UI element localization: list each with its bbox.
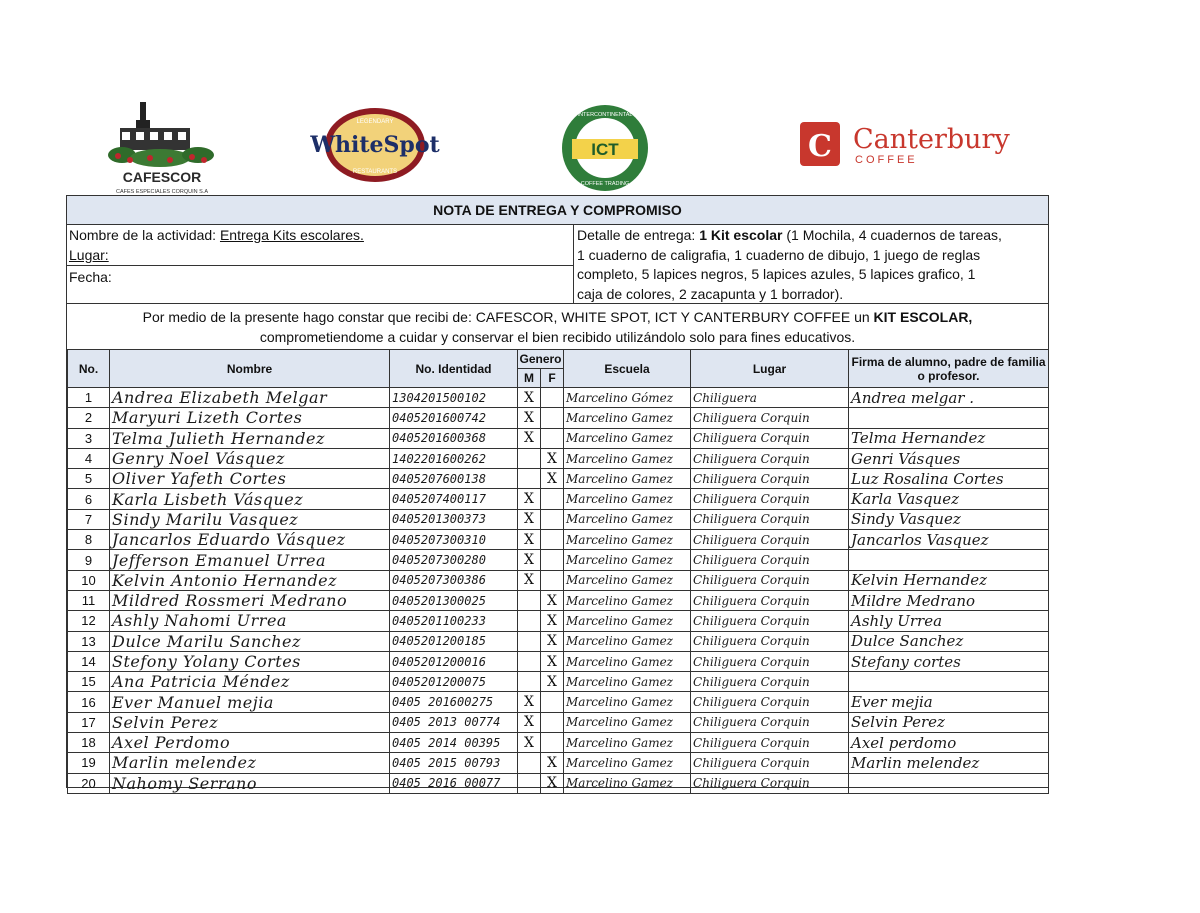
cell-f: X xyxy=(541,651,564,671)
table-row xyxy=(68,428,1049,448)
cell-f xyxy=(541,733,564,753)
cell-id: 0405 201600275 xyxy=(390,692,518,712)
detail-line-4: caja de colores, 2 zacapunta y 1 borrador). xyxy=(577,285,844,302)
cell-m: X xyxy=(518,692,541,712)
table-row xyxy=(68,509,1049,529)
cell-id: 0405201300373 xyxy=(390,509,518,529)
cell-nombre: Ana Patricia Méndez xyxy=(110,672,390,692)
cell-m xyxy=(518,469,541,489)
cell-nombre: Jefferson Emanuel Urrea xyxy=(110,550,390,570)
cell-firma: Andrea melgar . xyxy=(849,388,1049,408)
cell-firma xyxy=(849,408,1049,428)
ict-logo xyxy=(558,103,653,193)
cell-m xyxy=(518,773,541,793)
cell-f: X xyxy=(541,773,564,793)
activity-row xyxy=(69,225,364,245)
cell-m: X xyxy=(518,489,541,509)
cell-nombre: Jancarlos Eduardo Vásquez xyxy=(110,530,390,550)
cell-m: X xyxy=(518,530,541,550)
header-lugar: Lugar xyxy=(691,350,849,388)
cell-no: 12 xyxy=(68,611,110,631)
cell-lugar: Chiliguera Corquin xyxy=(691,672,849,692)
cell-nombre: Ashly Nahomi Urrea xyxy=(110,611,390,631)
ict-bottom-text: COFFEE TRADING xyxy=(580,181,630,187)
cell-firma: Kelvin Hernandez xyxy=(849,570,1049,590)
table-row xyxy=(68,388,1049,408)
detail-line-3: completo, 5 lapices negros, 5 lapices azules, 5 lapices grafico, 1 xyxy=(577,266,976,282)
header-m: M xyxy=(518,369,541,388)
header-nombre: Nombre xyxy=(110,350,390,388)
cell-m xyxy=(518,631,541,651)
detail-line-1: (1 Mochila, 4 cuadernos de tareas, xyxy=(786,227,1002,243)
cell-f xyxy=(541,550,564,570)
cell-m xyxy=(518,611,541,631)
cell-firma: Jancarlos Vasquez xyxy=(849,530,1049,550)
header-genero: Genero xyxy=(518,350,564,369)
table-row xyxy=(68,651,1049,671)
cell-firma: Stefany cortes xyxy=(849,651,1049,671)
table-row xyxy=(68,631,1049,651)
cell-firma: Marlin melendez xyxy=(849,753,1049,773)
cell-nombre: Dulce Marilu Sanchez xyxy=(110,631,390,651)
cell-firma: Ashly Urrea xyxy=(849,611,1049,631)
cell-escuela: Marcelino Gamez xyxy=(564,530,691,550)
cell-escuela: Marcelino Gamez xyxy=(564,631,691,651)
svg-text:C: C xyxy=(808,129,832,164)
cafescor-name: CAFESCOR xyxy=(122,169,202,185)
cell-firma xyxy=(849,672,1049,692)
cell-escuela: Marcelino Gamez xyxy=(564,651,691,671)
cell-escuela: Marcelino Gamez xyxy=(564,570,691,590)
table-row xyxy=(68,489,1049,509)
cell-f: X xyxy=(541,448,564,468)
cell-nombre: Kelvin Antonio Hernandez xyxy=(110,570,390,590)
cell-firma xyxy=(849,773,1049,793)
cell-id: 0405 2016 00077 xyxy=(390,773,518,793)
cell-id: 0405201300025 xyxy=(390,590,518,610)
cell-f: X xyxy=(541,590,564,610)
cell-no: 11 xyxy=(68,590,110,610)
table-row xyxy=(68,408,1049,428)
cell-lugar: Chiliguera Corquin xyxy=(691,753,849,773)
cell-no: 4 xyxy=(68,448,110,468)
table-row xyxy=(68,733,1049,753)
declaration-bold: KIT ESCOLAR, xyxy=(873,309,973,325)
cell-f: X xyxy=(541,611,564,631)
cell-m: X xyxy=(518,428,541,448)
cell-no: 7 xyxy=(68,509,110,529)
cell-escuela: Marcelino Gamez xyxy=(564,469,691,489)
cell-no: 16 xyxy=(68,692,110,712)
cell-no: 15 xyxy=(68,672,110,692)
cell-m xyxy=(518,672,541,692)
cell-lugar: Chiliguera Corquin xyxy=(691,651,849,671)
delivery-form xyxy=(66,195,1049,793)
cell-nombre: Andrea Elizabeth Melgar xyxy=(110,388,390,408)
cell-id: 1402201600262 xyxy=(390,448,518,468)
cell-id: 0405207300280 xyxy=(390,550,518,570)
cell-id: 0405207300310 xyxy=(390,530,518,550)
cell-lugar: Chiliguera Corquin xyxy=(691,570,849,590)
cell-nombre: Nahomy Serrano xyxy=(110,773,390,793)
cell-firma: Karla Vasquez xyxy=(849,489,1049,509)
cell-m: X xyxy=(518,550,541,570)
canterbury-sub: COFFEE xyxy=(855,154,918,166)
form-title: NOTA DE ENTREGA Y COMPROMISO xyxy=(67,196,1048,225)
canterbury-logo xyxy=(800,118,1035,170)
cell-id: 0405 2013 00774 xyxy=(390,712,518,732)
cell-nombre: Telma Julieth Hernandez xyxy=(110,428,390,448)
cell-escuela: Marcelino Gamez xyxy=(564,611,691,631)
table-row xyxy=(68,692,1049,712)
cell-nombre: Ever Manuel mejia xyxy=(110,692,390,712)
table-row xyxy=(68,448,1049,468)
cell-f xyxy=(541,408,564,428)
cell-nombre: Genry Noel Vásquez xyxy=(110,448,390,468)
detail-label: Detalle de entrega: xyxy=(577,227,696,243)
cell-nombre: Mildred Rossmeri Medrano xyxy=(110,590,390,610)
cell-no: 1 xyxy=(68,388,110,408)
cell-escuela: Marcelino Gómez xyxy=(564,388,691,408)
cell-no: 8 xyxy=(68,530,110,550)
cell-m: X xyxy=(518,408,541,428)
cell-no: 6 xyxy=(68,489,110,509)
table-row xyxy=(68,550,1049,570)
cell-f: X xyxy=(541,753,564,773)
header-no: No. xyxy=(68,350,110,388)
cell-escuela: Marcelino Gamez xyxy=(564,733,691,753)
cell-firma: Selvin Perez xyxy=(849,712,1049,732)
cell-no: 19 xyxy=(68,753,110,773)
cell-no: 10 xyxy=(68,570,110,590)
declaration-pre: Por medio de la presente hago constar que recibi de: CAFESCOR, WHITE SPOT, ICT Y CANTERBURY COFFEE un xyxy=(142,309,874,325)
cell-no: 3 xyxy=(68,428,110,448)
cell-id: 0405207400117 xyxy=(390,489,518,509)
cell-nombre: Stefony Yolany Cortes xyxy=(110,651,390,671)
cell-firma xyxy=(849,550,1049,570)
detail-bold: 1 Kit escolar xyxy=(699,227,783,243)
table-row xyxy=(68,672,1049,692)
cell-m xyxy=(518,590,541,610)
cell-nombre: Karla Lisbeth Vásquez xyxy=(110,489,390,509)
cell-firma: Sindy Vasquez xyxy=(849,509,1049,529)
cell-lugar: Chiliguera Corquin xyxy=(691,408,849,428)
cell-no: 20 xyxy=(68,773,110,793)
cell-id: 0405201600368 xyxy=(390,428,518,448)
header-firma: Firma de alumno, padre de familia o profesor. xyxy=(849,350,1049,388)
cell-lugar: Chiliguera Corquin xyxy=(691,448,849,468)
cell-no: 2 xyxy=(68,408,110,428)
table-row xyxy=(68,570,1049,590)
cell-f xyxy=(541,388,564,408)
cell-nombre: Sindy Marilu Vasquez xyxy=(110,509,390,529)
whitespot-top-text: LEGENDARY xyxy=(356,119,394,125)
cell-no: 9 xyxy=(68,550,110,570)
cell-f: X xyxy=(541,469,564,489)
ict-top-text: INTERCONTINENTAL xyxy=(577,112,633,118)
canterbury-name: Canterbury xyxy=(853,124,1010,155)
cell-firma: Axel perdomo xyxy=(849,733,1049,753)
cell-nombre: Axel Perdomo xyxy=(110,733,390,753)
table-row xyxy=(68,712,1049,732)
cell-no: 5 xyxy=(68,469,110,489)
whitespot-logo xyxy=(295,105,455,185)
cell-firma: Genri Vásques xyxy=(849,448,1049,468)
cell-lugar: Chiliguera Corquin xyxy=(691,733,849,753)
cell-lugar: Chiliguera Corquin xyxy=(691,550,849,570)
cell-m: X xyxy=(518,570,541,590)
cell-m: X xyxy=(518,733,541,753)
cell-f xyxy=(541,489,564,509)
cell-id: 0405201100233 xyxy=(390,611,518,631)
cell-m xyxy=(518,753,541,773)
activity-label: Nombre de la actividad: xyxy=(69,227,217,243)
cell-lugar: Chiliguera Corquin xyxy=(691,428,849,448)
cell-firma: Dulce Sanchez xyxy=(849,631,1049,651)
cell-id: 0405207600138 xyxy=(390,469,518,489)
cell-m: X xyxy=(518,509,541,529)
declaration-line2: comprometiendome a cuidar y conservar el bien recibido utilizándolo solo para fines educativos. xyxy=(259,329,856,345)
cell-id: 0405201200185 xyxy=(390,631,518,651)
cell-firma: Mildre Medrano xyxy=(849,590,1049,610)
cell-nombre: Marlin melendez xyxy=(110,753,390,773)
cell-nombre: Selvin Perez xyxy=(110,712,390,732)
table-row xyxy=(68,590,1049,610)
cell-no: 18 xyxy=(68,733,110,753)
ict-name: ICT xyxy=(591,140,619,159)
cafescor-subtitle: CAFES ESPECIALES CORQUIN S.A xyxy=(116,189,208,195)
cell-f xyxy=(541,530,564,550)
cell-lugar: Chiliguera Corquin xyxy=(691,530,849,550)
date-label: Fecha: xyxy=(69,269,112,285)
cell-lugar: Chiliguera Corquin xyxy=(691,712,849,732)
recipients-table xyxy=(67,349,1049,794)
cell-escuela: Marcelino Gamez xyxy=(564,692,691,712)
cell-escuela: Marcelino Gamez xyxy=(564,448,691,468)
place-label: Lugar: xyxy=(69,247,109,263)
cell-f: X xyxy=(541,631,564,651)
cell-lugar: Chiliguera Corquin xyxy=(691,611,849,631)
table-row xyxy=(68,753,1049,773)
cell-escuela: Marcelino Gamez xyxy=(564,712,691,732)
cell-firma: Telma Hernandez xyxy=(849,428,1049,448)
header-escuela: Escuela xyxy=(564,350,691,388)
cell-escuela: Marcelino Gamez xyxy=(564,773,691,793)
table-row xyxy=(68,530,1049,550)
cell-f xyxy=(541,692,564,712)
cell-m: X xyxy=(518,388,541,408)
cell-firma: Luz Rosalina Cortes xyxy=(849,469,1049,489)
cell-escuela: Marcelino Gamez xyxy=(564,509,691,529)
cell-f xyxy=(541,712,564,732)
cell-id: 0405201200075 xyxy=(390,672,518,692)
cell-escuela: Marcelino Gamez xyxy=(564,408,691,428)
cell-escuela: Marcelino Gamez xyxy=(564,489,691,509)
cell-no: 13 xyxy=(68,631,110,651)
delivery-detail xyxy=(577,226,1047,304)
cell-lugar: Chiliguera Corquin xyxy=(691,631,849,651)
cell-f xyxy=(541,428,564,448)
cell-id: 0405207300386 xyxy=(390,570,518,590)
cell-lugar: Chiliguera Corquin xyxy=(691,489,849,509)
cell-id: 0405201600742 xyxy=(390,408,518,428)
cell-escuela: Marcelino Gamez xyxy=(564,753,691,773)
cell-lugar: Chiliguera Corquin xyxy=(691,773,849,793)
cafescor-logo xyxy=(100,100,225,195)
cell-m: X xyxy=(518,712,541,732)
cell-m xyxy=(518,448,541,468)
cell-no: 14 xyxy=(68,651,110,671)
cell-nombre: Oliver Yafeth Cortes xyxy=(110,469,390,489)
table-row xyxy=(68,469,1049,489)
cell-lugar: Chiliguera Corquin xyxy=(691,590,849,610)
cell-f xyxy=(541,570,564,590)
cell-f xyxy=(541,509,564,529)
cell-escuela: Marcelino Gamez xyxy=(564,550,691,570)
header-f: F xyxy=(541,369,564,388)
cell-escuela: Marcelino Gamez xyxy=(564,590,691,610)
declaration xyxy=(67,303,1048,349)
cell-lugar: Chiliguera Corquin xyxy=(691,469,849,489)
cell-id: 0405 2015 00793 xyxy=(390,753,518,773)
cell-escuela: Marcelino Gamez xyxy=(564,672,691,692)
cell-firma: Ever mejia xyxy=(849,692,1049,712)
table-row xyxy=(68,611,1049,631)
cell-id: 0405 2014 00395 xyxy=(390,733,518,753)
detail-line-2: 1 cuaderno de caligrafia, 1 cuaderno de dibujo, 1 juego de reglas xyxy=(577,246,981,263)
cell-lugar: Chiliguera Corquin xyxy=(691,509,849,529)
cell-m xyxy=(518,651,541,671)
cell-escuela: Marcelino Gamez xyxy=(564,428,691,448)
whitespot-name: WhiteSpot xyxy=(310,132,440,158)
activity-info xyxy=(67,225,574,303)
cell-nombre: Maryuri Lizeth Cortes xyxy=(110,408,390,428)
cell-no: 17 xyxy=(68,712,110,732)
cell-lugar: Chiliguera xyxy=(691,388,849,408)
cell-id: 0405201200016 xyxy=(390,651,518,671)
activity-value: Entrega Kits escolares. xyxy=(219,227,364,243)
cell-f: X xyxy=(541,672,564,692)
table-row xyxy=(68,773,1049,793)
cell-lugar: Chiliguera Corquin xyxy=(691,692,849,712)
cell-id: 1304201500102 xyxy=(390,388,518,408)
whitespot-bottom-text: RESTAURANTS xyxy=(352,169,398,175)
header-identidad: No. Identidad xyxy=(390,350,518,388)
